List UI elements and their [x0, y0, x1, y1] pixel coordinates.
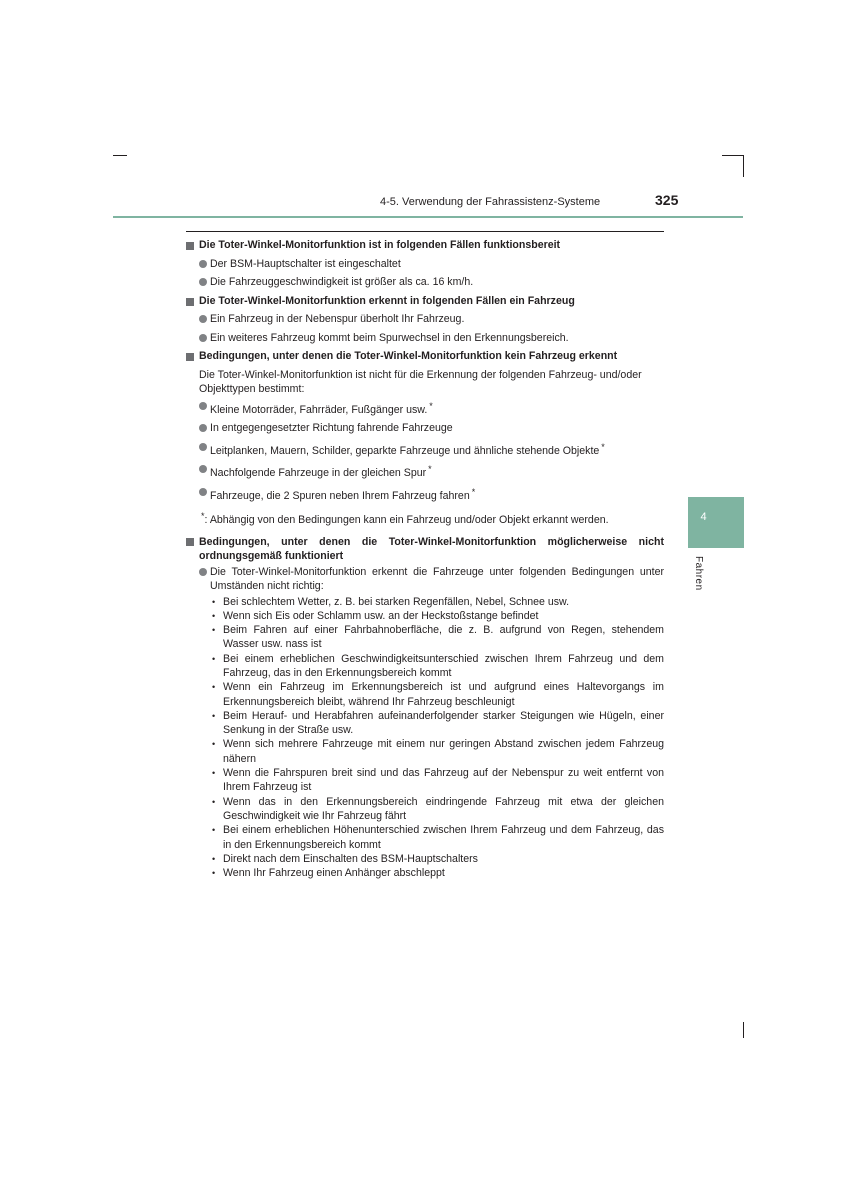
- list-item: [186, 438, 664, 461]
- sub-list-item: • Beim Herauf- und Herabfahren aufeinanderfolgender starker Steigungen wie Hügeln, einer Senkung in der Straße usw.: [186, 709, 664, 738]
- section-heading: Bedingungen, unter denen die Toter-Winkel-Monitorfunktion kein Fahrzeug erkennt: [186, 347, 664, 366]
- chapter-label: Fahren: [693, 556, 704, 591]
- chapter-tab: [688, 497, 744, 548]
- section-heading: Bedingungen, unter denen die Toter-Winkel-Monitorfunktion möglicherweise nicht ordnungsgemäß funktioniert: [186, 533, 664, 563]
- section-heading: Die Toter-Winkel-Monitorfunktion erkennt in folgenden Fällen ein Fahrzeug: [186, 292, 664, 311]
- list-item: [186, 460, 664, 483]
- crop-mark: [743, 155, 744, 177]
- footnote-mark: *: [201, 511, 205, 521]
- sub-list-item: • Wenn sich Eis oder Schlamm usw. an der Heckstoßstange befindet: [186, 609, 664, 623]
- list-item: [186, 397, 664, 420]
- crop-mark: [743, 1022, 744, 1038]
- list-item: Ein Fahrzeug in der Nebenspur überholt Ihr Fahrzeug.: [186, 310, 664, 329]
- asterisk: *: [471, 486, 476, 497]
- list-item: In entgegengesetzter Richtung fahrende Fahrzeuge: [186, 419, 664, 438]
- asterisk: *: [428, 464, 432, 474]
- list-item: Die Toter-Winkel-Monitorfunktion erkennt die Fahrzeuge unter folgenden Bedingungen unter Umständen nicht richtig:: [186, 563, 664, 595]
- sub-list-item: • Beim Fahren auf einer Fahrbahnoberfläche, die z. B. aufgrund von Regen, stehendem Wasser usw. nass ist: [186, 623, 664, 652]
- list-item-text: Fahrzeuge, die 2 Spuren neben Ihrem Fahrzeug fahren: [210, 489, 470, 502]
- crop-mark: [722, 155, 744, 156]
- asterisk: *: [429, 400, 433, 411]
- sub-list-item: • Wenn die Fahrspuren breit sind und das Fahrzeug auf der Nebenspur zu weit entfernt von Ihrem Fahrzeug ist: [186, 766, 664, 795]
- asterisk: *: [601, 441, 605, 452]
- section-heading: Die Toter-Winkel-Monitorfunktion ist in folgenden Fällen funktionsbereit: [186, 236, 664, 255]
- sub-list-item: • Wenn sich mehrere Fahrzeuge mit einem nur geringen Abstand zwischen jedem Fahrzeug nähern: [186, 737, 664, 766]
- sub-list-item: • Wenn das in den Erkennungsbereich eindringende Fahrzeug mit etwa der gleichen Geschwindigkeit wie Ihr Fahrzeug fährt: [186, 795, 664, 824]
- footnote: [186, 507, 664, 530]
- main-content: [186, 236, 664, 880]
- list-item-text: Kleine Motorräder, Fahrräder, Fußgänger usw.: [210, 403, 428, 416]
- list-item: Ein weiteres Fahrzeug kommt beim Spurwechsel in den Erkennungsbereich.: [186, 329, 664, 348]
- page-number: 325: [655, 192, 679, 208]
- list-item: Die Fahrzeuggeschwindigkeit ist größer als ca. 16 km/h.: [186, 273, 664, 292]
- list-item-text: Leitplanken, Mauern, Schilder, geparkte Fahrzeuge und ähnliche stehende Objekte: [210, 444, 600, 457]
- list-item: [186, 483, 664, 506]
- section-title: 4-5. Verwendung der Fahrassistenz-Systeme: [380, 196, 601, 208]
- sub-list-item: • Wenn ein Fahrzeug im Erkennungsbereich ist und aufgrund eines Haltevorgangs im Erkennungsbereich bleibt, während Ihr Fahrzeug beschleunigt: [186, 680, 664, 709]
- sub-list-item: • Wenn Ihr Fahrzeug einen Anhänger abschleppt: [186, 866, 664, 880]
- chapter-number: 4: [700, 511, 707, 523]
- footnote-text: : Abhängig von den Bedingungen kann ein Fahrzeug und/oder Objekt erkannt werden.: [204, 514, 609, 526]
- crop-mark: [113, 155, 127, 156]
- list-item: Der BSM-Hauptschalter ist eingeschaltet: [186, 255, 664, 274]
- sub-list-item: • Direkt nach dem Einschalten des BSM-Hauptschalters: [186, 852, 664, 866]
- content-rule: [186, 231, 664, 232]
- section-intro: Die Toter-Winkel-Monitorfunktion ist nicht für die Erkennung der folgenden Fahrzeug- und/oder Objekttypen bestimmt:: [199, 368, 642, 395]
- sub-list-item: • Bei einem erheblichen Geschwindigkeitsunterschied zwischen Ihrem Fahrzeug und dem Fahrzeug, das in den Erkennungsbereich kommt: [186, 652, 664, 681]
- sub-list-item: • Bei schlechtem Wetter, z. B. bei starken Regenfällen, Nebel, Schnee usw.: [186, 595, 664, 609]
- list-item-text: Nachfolgende Fahrzeuge in der gleichen Spur: [210, 467, 427, 479]
- sub-list-item: • Bei einem erheblichen Höhenunterschied zwischen Ihrem Fahrzeug und dem Fahrzeug, das in den Erkennungsbereich kommt: [186, 823, 664, 852]
- header-rule: [113, 216, 743, 218]
